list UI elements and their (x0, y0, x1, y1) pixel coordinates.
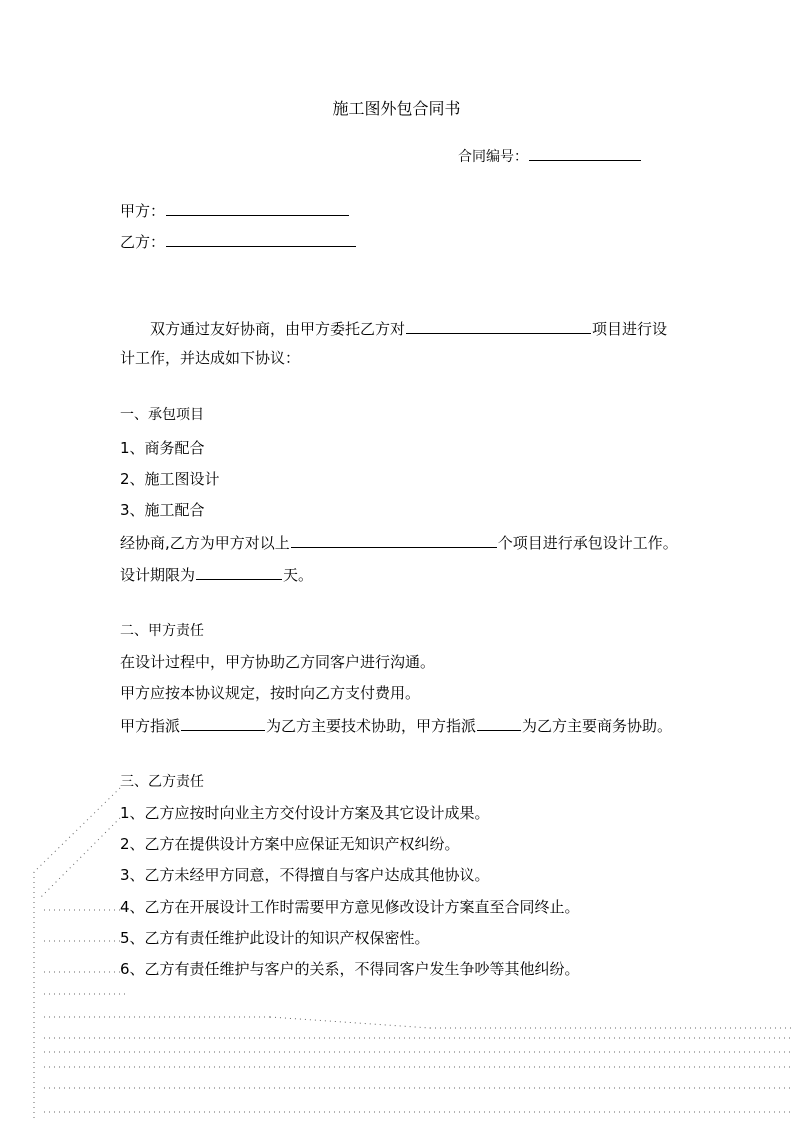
section3-heading: 三、乙方责任 (120, 774, 204, 790)
section1-item-2: 2、施工图设计 (120, 470, 220, 488)
section1-item-1: 1、商务配合 (120, 439, 205, 457)
section2-line-1: 在设计过程中，甲方协助乙方同客户进行沟通。 (120, 653, 436, 671)
assign-text-a: 甲方指派 (120, 717, 181, 735)
intro-line-1 (150, 318, 667, 338)
section3-item-6: 6、乙方有责任维护与客户的关系，不得同客户发生争吵等其他纠纷。 (120, 960, 580, 978)
section2-line-2: 甲方应按本协议规定，按时向乙方支付费用。 (120, 684, 421, 702)
party-b-line (120, 231, 357, 251)
party-a-blank[interactable] (166, 200, 349, 216)
section1-text-a: 经协商,乙方为甲方对以上 (120, 534, 290, 552)
assign-text-c: 为乙方主要商务协助。 (522, 717, 673, 735)
period-text-a: 设计期限为 (120, 566, 196, 584)
period-text-b: 天。 (283, 566, 314, 584)
section1-heading: 一、承包项目 (120, 407, 204, 423)
project-name-blank[interactable] (406, 318, 591, 334)
document-title: 施工图外包合同书 (332, 99, 461, 118)
section3-item-1: 1、乙方应按时向业主方交付设计方案及其它设计成果。 (120, 804, 490, 822)
business-assist-blank[interactable] (477, 715, 521, 731)
section2-heading: 二、甲方责任 (120, 623, 204, 639)
section1-period-line (120, 564, 313, 584)
tech-assist-blank[interactable] (181, 715, 265, 731)
party-b-blank[interactable] (166, 231, 356, 247)
section2-assign-line (120, 715, 672, 735)
intro-text-b: 项目进行设 (592, 320, 668, 338)
intro-line-2: 计工作，并达成如下协议： (120, 349, 301, 367)
assign-text-b: 为乙方主要技术协助，甲方指派 (266, 717, 477, 735)
section3-item-5: 5、乙方有责任维护此设计的知识产权保密性。 (120, 929, 430, 947)
party-b-label: 乙方： (120, 233, 166, 251)
party-a-line (120, 200, 350, 220)
contract-number-label: 合同编号： (458, 149, 528, 165)
section1-text-b: 个项目进行承包设计工作。 (497, 534, 678, 552)
item-count-blank[interactable] (291, 532, 497, 548)
section1-contract-line (120, 532, 678, 552)
section3-item-3: 3、乙方未经甲方同意，不得擅自与客户达成其他协议。 (120, 866, 490, 884)
design-period-blank[interactable] (196, 564, 282, 580)
contract-number-line (458, 145, 642, 166)
intro-text-a: 双方通过友好协商，由甲方委托乙方对 (150, 320, 406, 338)
party-a-label: 甲方： (120, 202, 166, 220)
section3-item-4: 4、乙方在开展设计工作时需要甲方意见修改设计方案直至合同终止。 (120, 898, 580, 916)
section1-item-3: 3、施工配合 (120, 501, 205, 519)
section3-item-2: 2、乙方在提供设计方案中应保证无知识产权纠纷。 (120, 835, 460, 853)
contract-number-blank[interactable] (529, 145, 641, 161)
